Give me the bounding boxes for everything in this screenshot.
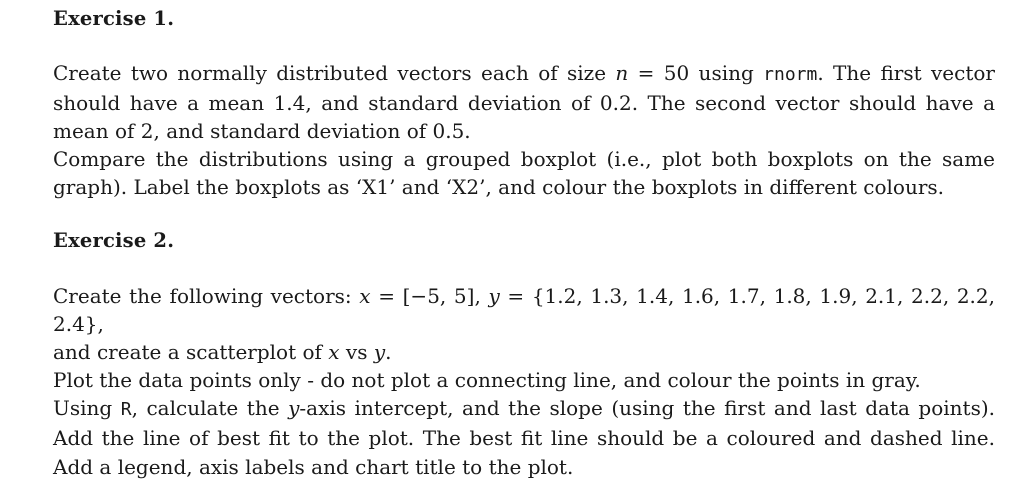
text-run: vs [339,340,374,365]
exercise-1-line-4: Compare the distributions using a grouped boxplot (i.e., plot both boxplots on the same [53,147,995,172]
text-run: Using [53,396,121,421]
math-variable-n: n [615,61,629,85]
code-rnorm: rnorm [763,64,818,85]
text-run: Create the following vectors: [53,284,360,308]
math-variable-x: x [328,340,340,365]
exercise-1-line-1 [53,59,995,89]
text-run: , calculate the [131,396,289,421]
exercise-1-heading: Exercise 1. [53,7,175,30]
text-run: = 50 using [628,61,764,85]
math-variable-y: y [288,396,300,421]
exercise-2-text [53,282,995,481]
math-x-value: = [−5, 5], [370,284,489,308]
math-variable-x: x [359,284,371,308]
exercise-1-line-5: graph). Label the boxplots as ‘X1’ and ‘X2’, and colour the boxplots in different colours. [53,175,945,200]
code-r: R [120,399,132,421]
math-y-value: = {1.2, 1.3, 1.4, 1.6, 1.7, 1.8, 1.9, 2.1, 2.2, 2.2, 2.4}, [53,284,995,337]
exercise-1-line-2: should have a mean 1.4, and standard deviation of 0.2. The second vector should have a [53,91,995,116]
math-variable-y: y [488,284,500,308]
exercise-1-line-3: mean of 2, and standard deviation of 0.5. [53,119,471,144]
exercise-2-line-5: Add the line of best fit to the plot. The best fit line should be a coloured and dashed line. [53,426,995,451]
exercise-2-line-2 [53,338,995,366]
text-run: . The first vector [817,61,995,85]
exercise-2-heading: Exercise 2. [53,229,175,252]
text-run: . [385,340,392,365]
text-run: Create two normally distributed vectors each of size [53,61,616,85]
exercise-2-line-4 [53,394,995,424]
math-variable-y: y [373,340,386,365]
exercise-2-line-3: Plot the data points only - do not plot a connecting line, and colour the points in gray. [53,368,921,393]
exercise-2-line-6: Add a legend, axis labels and chart title to the plot. [53,454,574,479]
text-run: and create a scatterplot of [53,340,329,365]
text-run: -axis intercept, and the slope (using the first and last data points). [299,396,995,421]
exercise-1-text [53,59,995,201]
exercise-2-line-1 [53,282,995,338]
